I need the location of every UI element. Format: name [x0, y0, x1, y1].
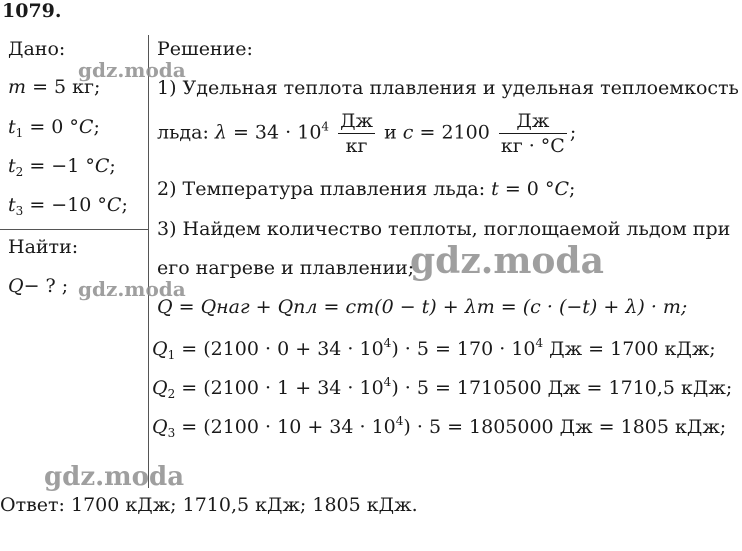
- watermark: gdz.moda: [410, 240, 604, 282]
- q3-calculation: $Q_3 = (2100 \cdot 10 + 34 \cdot 10^4) \cdot 5 = 1805000$ Дж = 1805 кДж;: [152, 414, 727, 440]
- given-t2: $t_2 = -1$ °C;: [8, 155, 116, 179]
- given-t1: $t_1 = 0$ °C;: [8, 116, 100, 140]
- q1-calculation: $Q_1 = (2100 \cdot 0 + 34 \cdot 10^4) \cdot 5 = 170 \cdot 10^4$ Дж = 1700 кДж;: [152, 336, 716, 362]
- solution-step1-line2: льда: $\lambda = 34 \cdot 10^4$ $\frac{Дж}{кг}$ и c = 2100 $\frac{Дж}{кг \cdot ^\circ C}$ ;: [157, 110, 577, 157]
- table-vertical-divider: [148, 35, 149, 488]
- solution-step2: 2) Температура плавления льда: t = 0 °C;: [157, 178, 576, 200]
- problem-number: 1079.: [2, 0, 62, 22]
- answer-line: Ответ: 1700 кДж; 1710,5 кДж; 1805 кДж.: [0, 494, 418, 516]
- fraction-j-per-kg-deg: $\frac{Дж}{кг \cdot ^\circ C}$: [500, 110, 565, 157]
- fraction-j-per-kg: $\frac{Дж}{кг}$: [340, 110, 374, 157]
- given-header: Дано:: [8, 38, 66, 60]
- table-horizontal-divider: [0, 229, 148, 230]
- watermark: gdz.moda: [78, 58, 186, 82]
- watermark: gdz.moda: [44, 462, 185, 492]
- watermark: gdz.moda: [78, 277, 186, 301]
- solution-header: Решение:: [157, 38, 253, 60]
- solution-step1-line1: 1) Удельная теплота плавления и удельная теплоемкость: [157, 77, 739, 99]
- find-header: Найти:: [8, 236, 79, 258]
- given-t3: $t_3 = -10$ °C;: [8, 194, 128, 218]
- q2-calculation: $Q_2 = (2100 \cdot 1 + 34 \cdot 10^4) \cdot 5 = 1710500$ Дж = 1710,5 кДж;: [152, 375, 733, 401]
- solution-step3-line2: его нагреве и плавлении;: [157, 257, 415, 279]
- solution-step3-line1: 3) Найдем количество теплоты, поглощаемой льдом при: [157, 218, 731, 240]
- find-q: Q− ? ;: [8, 275, 69, 297]
- heat-formula: Q = Qнаг + Qпл = cm(0 − t) + λm = (c · (−t) + λ) · m;: [157, 296, 688, 318]
- given-mass: m = 5 кг;: [8, 76, 101, 98]
